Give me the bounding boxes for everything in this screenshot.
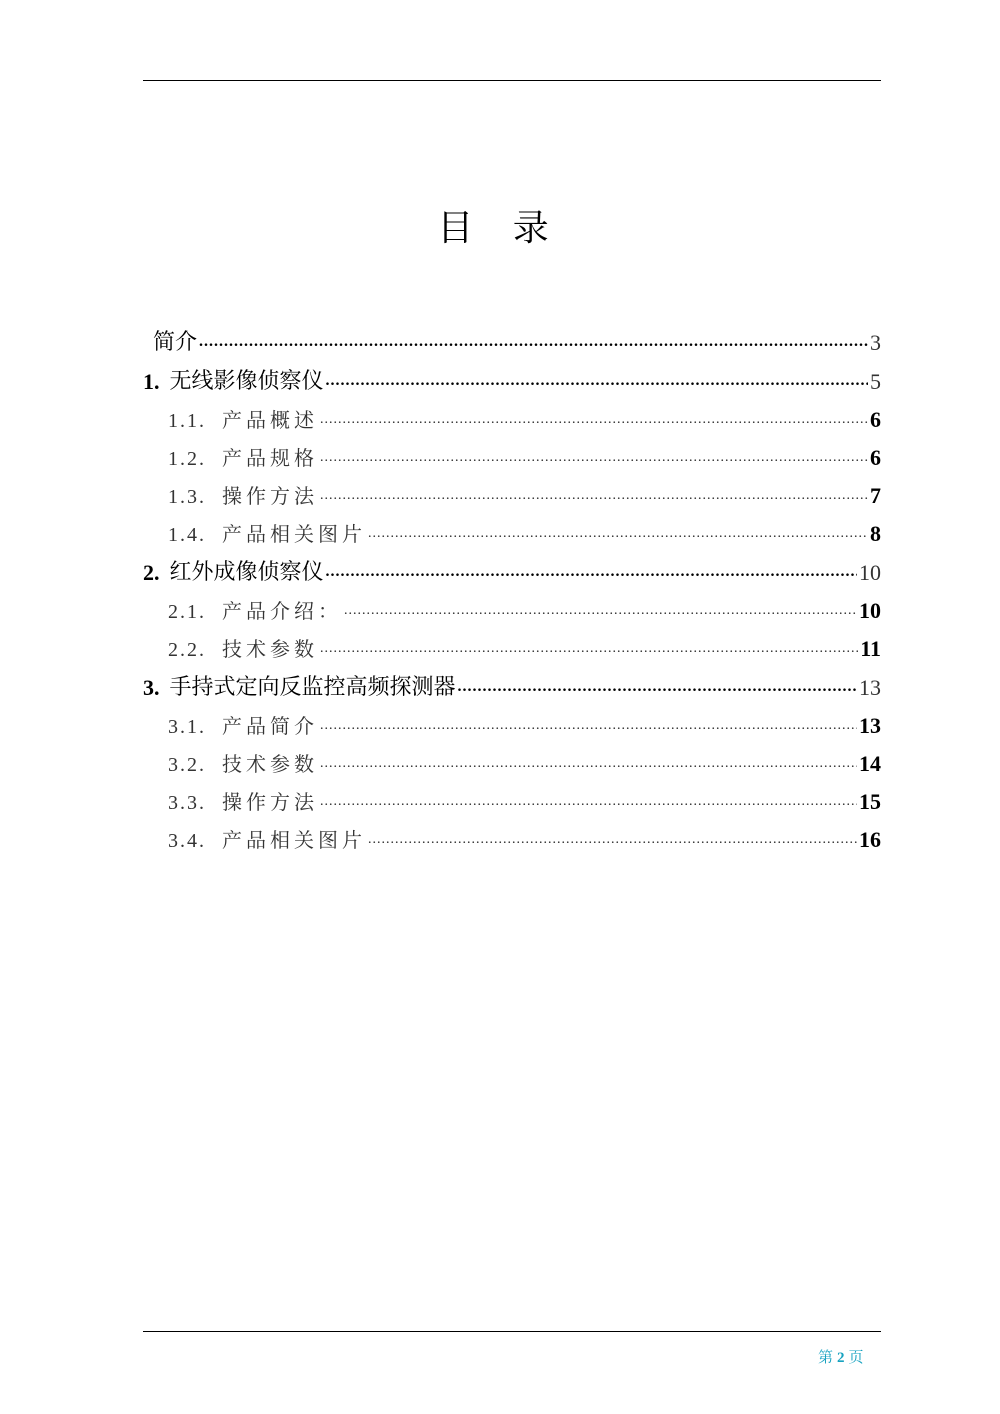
toc-entry-page: 3 xyxy=(870,330,881,355)
toc-entry-label: 产品规格 xyxy=(222,446,318,470)
toc-entry-label: 红外成像侦察仪 xyxy=(169,560,324,585)
toc-entry[interactable] xyxy=(143,662,881,701)
toc-entry-page: 11 xyxy=(860,636,881,661)
toc-entry-number: 3.1. xyxy=(168,716,206,738)
dot-leader xyxy=(320,718,857,734)
toc-entry-label: 技术参数 xyxy=(222,637,318,661)
toc-entry[interactable] xyxy=(143,356,881,395)
toc-entry-page: 15 xyxy=(859,789,881,814)
dot-leader xyxy=(320,488,868,504)
toc-title: 目 录 xyxy=(437,208,563,249)
toc-entry[interactable] xyxy=(143,701,881,739)
toc-entry-number: 3.3. xyxy=(168,792,206,814)
toc-entry[interactable] xyxy=(143,317,881,356)
toc-entry-number: 2.2. xyxy=(168,639,206,661)
toc-entry-page: 13 xyxy=(859,675,881,700)
toc-entry-label: 产品相关图片 xyxy=(222,828,366,852)
toc-entry-label: 操作方法 xyxy=(222,484,318,508)
footer-suffix: 页 xyxy=(848,1350,864,1366)
toc-entry-number: 3.4. xyxy=(168,830,206,852)
toc-entry-label: 产品简介 xyxy=(222,714,318,738)
toc-entry-number: 1.3. xyxy=(168,486,206,508)
toc-entry[interactable] xyxy=(143,815,881,853)
header-rule xyxy=(143,80,881,81)
toc-entry-label: 产品介绍： xyxy=(222,599,342,623)
toc-entry-page: 14 xyxy=(859,751,881,776)
toc-entry-page: 6 xyxy=(870,445,881,470)
toc-entry[interactable] xyxy=(143,777,881,815)
toc-entry[interactable] xyxy=(143,433,881,471)
dot-leader xyxy=(326,372,868,390)
toc-entry-number: 1. xyxy=(143,369,160,394)
toc-entry-page: 7 xyxy=(870,483,881,508)
toc-entry-label: 简介 xyxy=(153,330,198,355)
toc-entry-number: 2. xyxy=(143,560,160,585)
toc-entry[interactable] xyxy=(143,395,881,433)
footer-prefix: 第 xyxy=(818,1350,834,1366)
toc-entry[interactable] xyxy=(143,586,881,624)
toc-entry-label: 无线影像侦察仪 xyxy=(169,369,324,394)
table-of-contents xyxy=(143,317,881,853)
toc-entry-page: 8 xyxy=(870,521,881,546)
dot-leader xyxy=(368,832,857,848)
toc-entry-label: 技术参数 xyxy=(222,752,318,776)
dot-leader xyxy=(199,333,868,351)
dot-leader xyxy=(326,563,857,581)
dot-leader xyxy=(320,641,858,657)
toc-entry[interactable] xyxy=(143,471,881,509)
toc-entry-page: 10 xyxy=(859,598,881,623)
toc-entry-number: 1.4. xyxy=(168,524,206,546)
toc-entry-label: 产品相关图片 xyxy=(222,522,366,546)
dot-leader xyxy=(320,412,868,428)
toc-entry-number: 1.1. xyxy=(168,410,206,432)
toc-entry-page: 16 xyxy=(859,827,881,852)
toc-entry-label: 产品概述 xyxy=(222,408,318,432)
toc-entry-number: 2.1. xyxy=(168,601,206,623)
dot-leader xyxy=(320,450,868,466)
toc-entry-page: 10 xyxy=(859,560,881,585)
toc-entry[interactable] xyxy=(143,739,881,777)
page-footer xyxy=(818,1346,864,1367)
dot-leader xyxy=(320,756,857,772)
toc-entry-label: 操作方法 xyxy=(222,790,318,814)
toc-entry-number: 1.2. xyxy=(168,448,206,470)
toc-entry[interactable] xyxy=(143,509,881,547)
toc-entry-page: 6 xyxy=(870,407,881,432)
toc-entry-number: 3.2. xyxy=(168,754,206,776)
footer-rule xyxy=(143,1331,881,1332)
dot-leader xyxy=(368,526,868,542)
toc-entry[interactable] xyxy=(143,624,881,662)
dot-leader xyxy=(320,794,857,810)
toc-entry-label: 手持式定向反监控高频探测器 xyxy=(169,675,456,700)
dot-leader xyxy=(344,603,857,619)
dot-leader xyxy=(458,678,857,696)
toc-entry[interactable] xyxy=(143,547,881,586)
toc-entry-page: 5 xyxy=(870,369,881,394)
footer-page-number: 2 xyxy=(837,1350,845,1366)
toc-entry-page: 13 xyxy=(859,713,881,738)
toc-entry-number: 3. xyxy=(143,675,160,700)
